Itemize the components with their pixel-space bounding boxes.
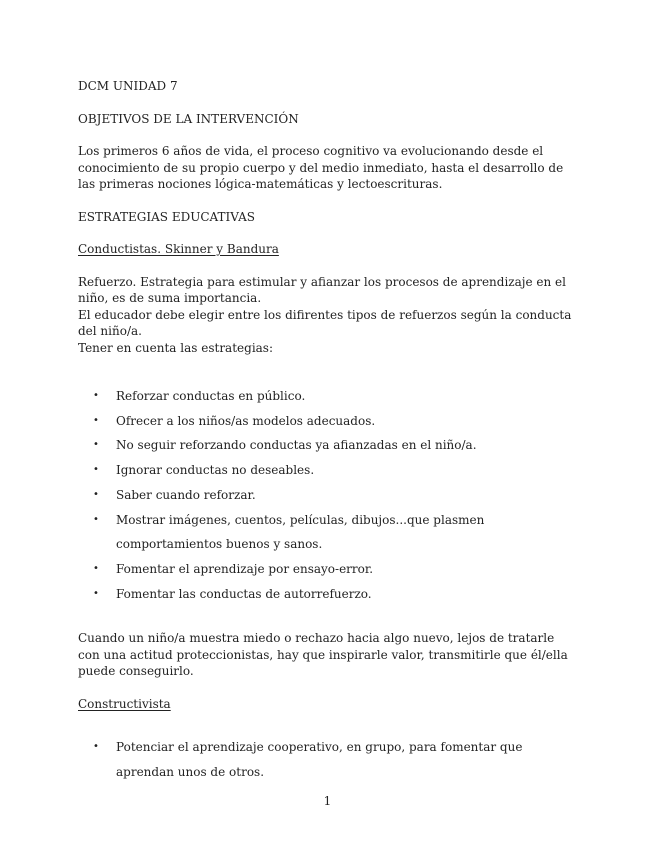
list-item xyxy=(78,409,578,434)
bullet-icon: • xyxy=(93,464,99,476)
bullet-icon: • xyxy=(93,741,99,753)
bullet-icon: • xyxy=(93,414,99,426)
list-item-text: Potenciar el aprendizaje cooperativo, en grupo, para fomentar que aprendan unos de otros. xyxy=(116,740,523,780)
list-item xyxy=(78,433,578,458)
refuerzo-line-3: Tener en cuenta las estrategias: xyxy=(78,340,274,355)
section-heading-objetivos: OBJETIVOS DE LA INTERVENCIÓN xyxy=(78,111,299,126)
objetivos-paragraph: Los primeros 6 años de vida, el proceso cognitivo va evolucionando desde el conocimiento de su propio cuerpo y del medio inmediato, hasta el desarrollo de las primeras nociones lógica-matemáticas y lectoescrituras. xyxy=(78,144,564,191)
list-item-text: Saber cuando reforzar. xyxy=(116,487,256,502)
bullet-icon: • xyxy=(93,587,99,599)
list-item-text: Ignorar conductas no deseables. xyxy=(116,463,315,478)
page-number: 1 xyxy=(323,794,332,808)
list-item-text: Ofrecer a los niños/as modelos adecuados. xyxy=(116,413,376,428)
document-title: DCM UNIDAD 7 xyxy=(78,79,178,93)
fear-paragraph: Cuando un niño/a muestra miedo o rechazo hacia algo nuevo, lejos de tratarle con una actitud proteccionistas, hay que inspirarle valor, transmitirle que él/ella puede conseguirlo. xyxy=(78,631,568,679)
list-item xyxy=(78,384,578,409)
bullet-icon: • xyxy=(93,390,99,401)
list-item-text: Fomentar el aprendizaje por ensayo-error. xyxy=(116,561,374,576)
bullet-icon: • xyxy=(93,488,99,500)
list-item-text: Reforzar conductas en público. xyxy=(116,389,306,403)
strategies-list xyxy=(78,384,578,606)
list-item xyxy=(78,483,578,508)
subheading-conductistas: Conductistas. Skinner y Bandura xyxy=(78,242,279,256)
list-item-text: Mostrar imágenes, cuentos, películas, dibujos...que plasmen comportamientos buenos y sanos. xyxy=(116,512,485,552)
list-item-text: No seguir reforzando conductas ya afianzadas en el niño/a. xyxy=(116,438,477,453)
bullet-icon: • xyxy=(93,562,99,574)
list-item xyxy=(78,582,578,607)
section-heading-estrategias: ESTRATEGIAS EDUCATIVAS xyxy=(78,209,255,224)
list-item xyxy=(78,508,578,557)
bullet-icon: • xyxy=(93,513,99,525)
document-body xyxy=(78,78,578,785)
list-item xyxy=(78,735,578,784)
constructivist-list xyxy=(78,735,578,784)
list-item-text: Fomentar las conductas de autorrefuerzo. xyxy=(116,586,372,601)
subheading-constructivista: Constructivista xyxy=(78,696,171,711)
bullet-icon: • xyxy=(93,439,99,451)
list-item xyxy=(78,557,578,582)
refuerzo-line-2: El educador debe elegir entre los difirentes tipos de refuerzos según la conducta del niño/a. xyxy=(78,307,572,338)
list-item xyxy=(78,458,578,483)
refuerzo-line-1: Refuerzo. Estrategia para estimular y afianzar los procesos de aprendizaje en el niño, es de suma importancia. xyxy=(78,274,566,305)
